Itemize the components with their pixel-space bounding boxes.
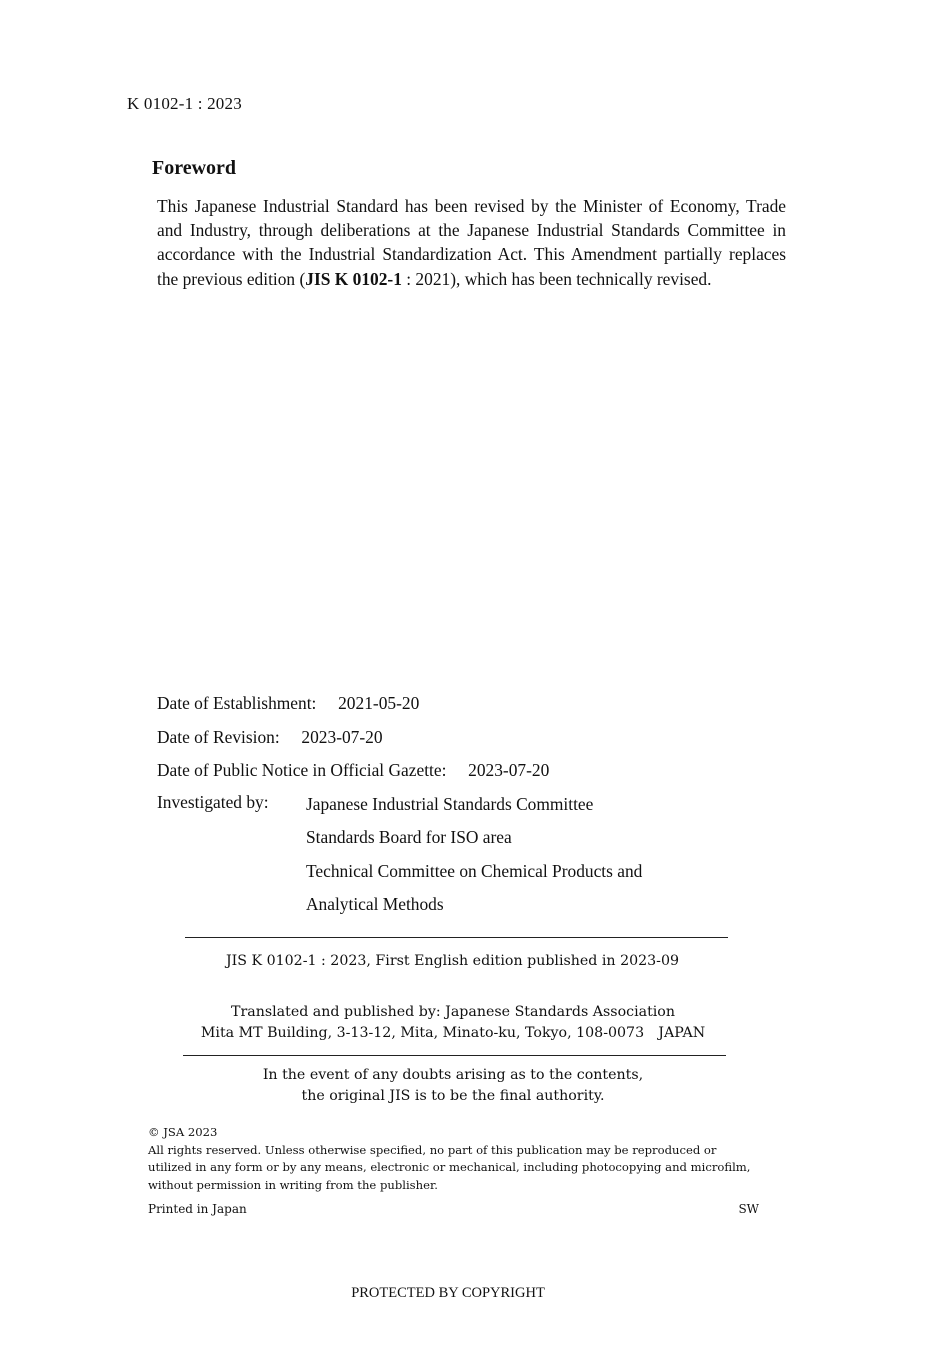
investigators-list bbox=[306, 792, 642, 926]
divider-top bbox=[185, 937, 728, 938]
date-of-revision: Date of Revision: 2023-07-20 bbox=[157, 726, 383, 747]
rights-text: All rights reserved. Unless otherwise specified, no part of this publication may be reproduced or utilized in any form or by any means, electronic or mechanical, including photocopying and microfilm, without permission in writing from the publisher. bbox=[148, 1142, 751, 1192]
investigator-item: Technical Committee on Chemical Products and bbox=[306, 860, 643, 881]
foreword-text-part2: : 2021), which has been technically revised. bbox=[401, 268, 712, 289]
address-line: Mita MT Building, 3-13-12, Mita, Minato-ku, Tokyo, 108-0073 JAPAN bbox=[200, 1025, 706, 1041]
dates-block bbox=[157, 691, 642, 926]
investigated-by-label: Investigated by: bbox=[157, 791, 269, 812]
protected-by-copyright: PROTECTED BY COPYRIGHT bbox=[351, 1285, 545, 1301]
publisher-block bbox=[160, 1002, 746, 1044]
printer-code: SW bbox=[738, 1202, 759, 1216]
previous-edition: JIS K 0102-1 bbox=[305, 268, 402, 289]
authority-line-2: the original JIS is to be the final authority. bbox=[301, 1088, 605, 1104]
printed-row bbox=[148, 1202, 759, 1216]
foreword-title: Foreword bbox=[152, 157, 237, 179]
foreword-body bbox=[157, 194, 786, 291]
investigated-by bbox=[157, 792, 642, 926]
authority-line-1: In the event of any doubts arising as to the contents, bbox=[262, 1067, 644, 1083]
copyright-line: © JSA 2023 bbox=[148, 1125, 218, 1139]
printed-in-japan: Printed in Japan bbox=[148, 1202, 247, 1216]
edition-line: JIS K 0102-1 : 2023, First English edition published in 2023-09 bbox=[225, 953, 680, 969]
investigator-item: Analytical Methods bbox=[306, 894, 444, 914]
date-of-establishment: Date of Establishment: 2021-05-20 bbox=[157, 693, 420, 713]
document-code: K 0102-1 : 2023 bbox=[127, 94, 242, 113]
foreword-text-part1: This Japanese Industrial Standard has been revised by the Minister of Economy, Trade and Industry, through deliberations at the Japanese Industrial Standards Committee in accordance with the Industrial Standardization Act. This Amendment partially replaces the previous edition ( bbox=[157, 196, 786, 289]
investigator-item: Japanese Industrial Standards Committee bbox=[306, 793, 594, 814]
legal-notice bbox=[148, 1124, 759, 1194]
date-of-public-notice: Date of Public Notice in Official Gazette: 2023-07-20 bbox=[157, 760, 550, 780]
divider-bottom bbox=[183, 1055, 726, 1056]
investigator-item: Standards Board for ISO area bbox=[306, 827, 512, 847]
publisher-line: Translated and published by: Japanese Standards Association bbox=[231, 1004, 675, 1020]
authority-block bbox=[160, 1065, 746, 1107]
